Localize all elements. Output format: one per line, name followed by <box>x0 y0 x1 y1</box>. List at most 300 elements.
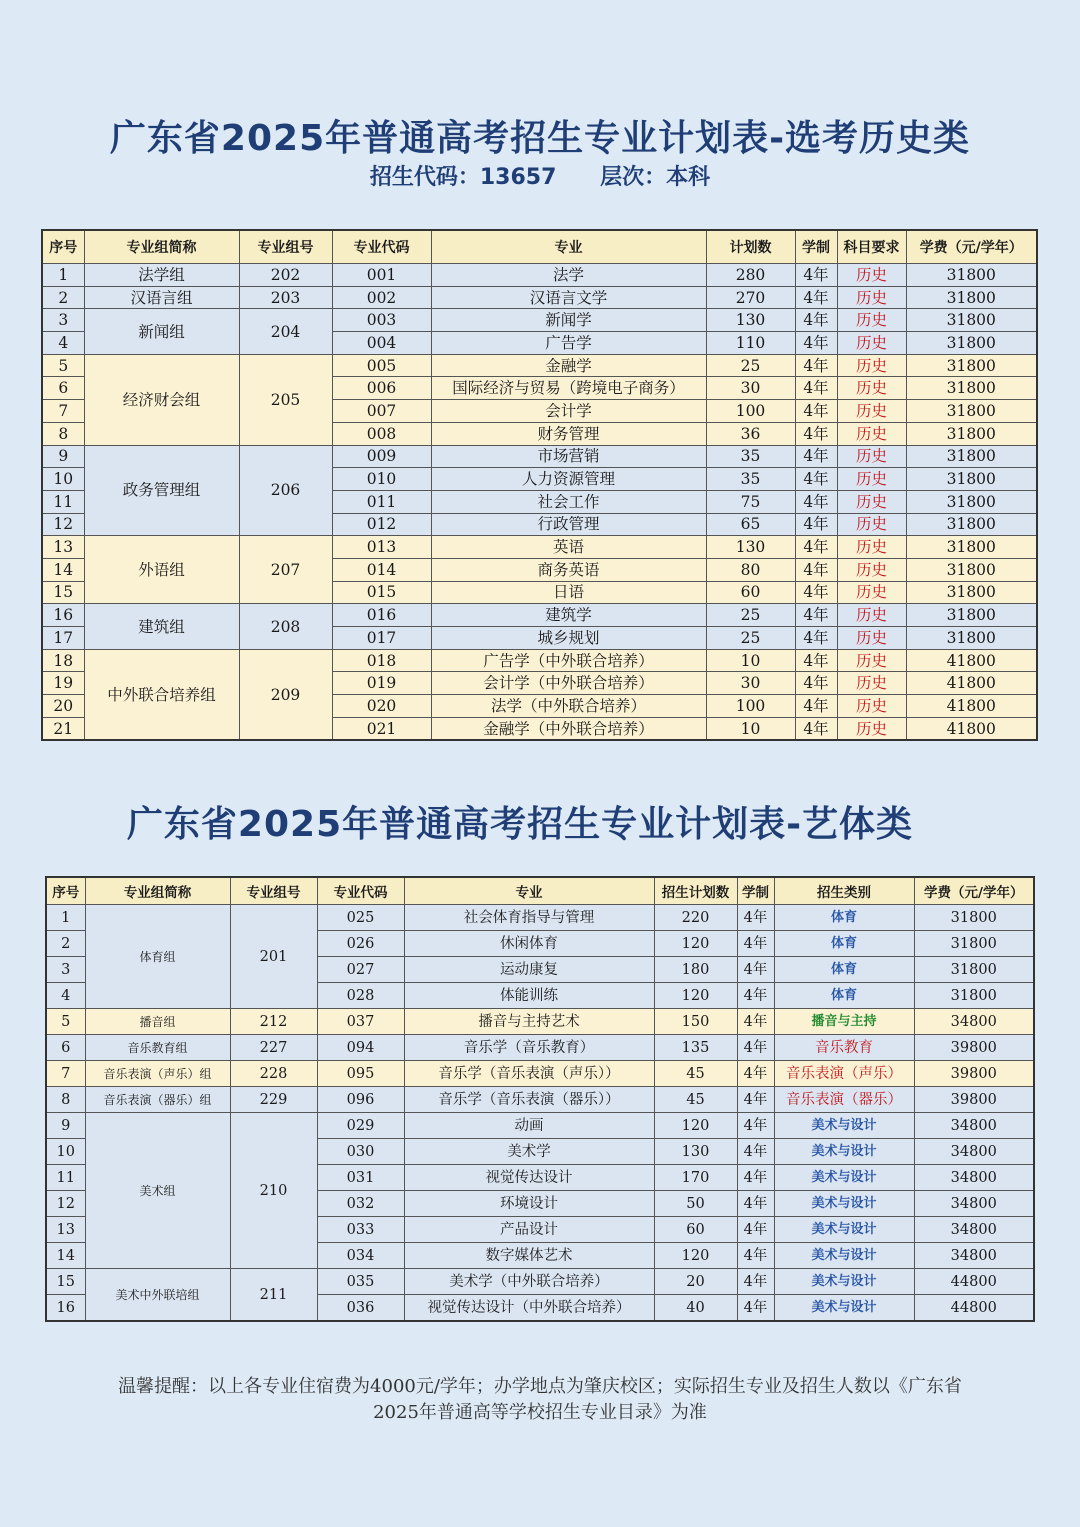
major-code-cell: 095 <box>317 1061 404 1087</box>
seq-cell: 2 <box>42 286 84 309</box>
plan-count-cell: 170 <box>654 1165 737 1191</box>
plan-count-cell: 40 <box>654 1295 737 1322</box>
major-name-cell: 日语 <box>431 581 706 604</box>
major-name-cell: 广告学 <box>431 332 706 355</box>
plan-count-cell: 135 <box>654 1035 737 1061</box>
seq-cell: 21 <box>42 717 84 740</box>
seq-cell: 13 <box>46 1217 85 1243</box>
plan-count-cell: 50 <box>654 1191 737 1217</box>
group-name-cell: 播音组 <box>85 1009 230 1035</box>
column-header: 专业代码 <box>332 230 431 264</box>
duration-cell: 4年 <box>737 1087 774 1113</box>
column-header: 序号 <box>46 877 85 905</box>
duration-cell: 4年 <box>795 468 837 491</box>
subject-requirement-cell: 历史 <box>837 377 906 400</box>
major-name-cell: 产品设计 <box>404 1217 654 1243</box>
seq-cell: 20 <box>42 695 84 718</box>
seq-cell: 11 <box>46 1165 85 1191</box>
reminder-line-1: 温馨提醒：以上各专业住宿费为4000元/学年；办学地点为肇庆校区；实际招生专业及招生人数以《广东省 <box>118 1376 962 1397</box>
major-name-cell: 汉语言文学 <box>431 286 706 309</box>
subject-requirement-cell: 历史 <box>837 717 906 740</box>
group-no-cell: 206 <box>239 445 332 536</box>
plan-count-cell: 120 <box>654 1243 737 1269</box>
group-no-cell: 208 <box>239 604 332 649</box>
column-header: 专业组号 <box>230 877 317 905</box>
subject-requirement-cell: 历史 <box>837 627 906 650</box>
page-title: 广东省2025年普通高考招生专业计划表-选考历史类 <box>109 118 971 159</box>
major-code-cell: 007 <box>332 400 431 423</box>
plan-count-cell: 270 <box>706 286 795 309</box>
column-header: 专业组号 <box>239 230 332 264</box>
duration-cell: 4年 <box>795 513 837 536</box>
major-name-cell: 社会体育指导与管理 <box>404 905 654 931</box>
seq-cell: 8 <box>46 1087 85 1113</box>
major-name-cell: 广告学（中外联合培养） <box>431 649 706 672</box>
table-row <box>42 536 1037 559</box>
plan-count-cell: 130 <box>654 1139 737 1165</box>
duration-cell: 4年 <box>795 377 837 400</box>
group-no-cell: 205 <box>239 354 332 445</box>
major-code-cell: 010 <box>332 468 431 491</box>
major-name-cell: 人力资源管理 <box>431 468 706 491</box>
major-code-cell: 001 <box>332 264 431 287</box>
tuition-cell: 41800 <box>906 717 1037 740</box>
tuition-cell: 39800 <box>914 1061 1034 1087</box>
tuition-cell: 31800 <box>906 354 1037 377</box>
subject-requirement-cell: 历史 <box>837 286 906 309</box>
duration-cell: 4年 <box>795 672 837 695</box>
group-name-cell: 经济财会组 <box>84 354 239 445</box>
seq-cell: 5 <box>46 1009 85 1035</box>
duration-cell: 4年 <box>795 649 837 672</box>
tuition-cell: 31800 <box>906 332 1037 355</box>
education-level: 层次：本科 <box>600 165 711 190</box>
major-code-cell: 033 <box>317 1217 404 1243</box>
seq-cell: 9 <box>46 1113 85 1139</box>
duration-cell: 4年 <box>737 931 774 957</box>
tuition-cell: 34800 <box>914 1243 1034 1269</box>
plan-count-cell: 30 <box>706 377 795 400</box>
major-name-cell: 视觉传达设计 <box>404 1165 654 1191</box>
group-name-cell: 体育组 <box>85 905 230 1009</box>
arts-sports-plan-table <box>45 876 1035 1322</box>
table-row <box>46 905 1034 931</box>
column-header: 招生类别 <box>774 877 914 905</box>
seq-cell: 14 <box>46 1243 85 1269</box>
duration-cell: 4年 <box>795 536 837 559</box>
duration-cell: 4年 <box>795 490 837 513</box>
admission-category-cell: 美术与设计 <box>774 1165 914 1191</box>
column-header: 学费（元/学年） <box>914 877 1034 905</box>
plan-count-cell: 25 <box>706 354 795 377</box>
major-name-cell: 美术学（中外联合培养） <box>404 1269 654 1295</box>
column-header: 学费（元/学年） <box>906 230 1037 264</box>
subject-requirement-cell: 历史 <box>837 581 906 604</box>
duration-cell: 4年 <box>737 1139 774 1165</box>
major-code-cell: 008 <box>332 422 431 445</box>
tuition-cell: 41800 <box>906 695 1037 718</box>
duration-cell: 4年 <box>737 957 774 983</box>
major-name-cell: 会计学 <box>431 400 706 423</box>
column-header: 专业组简称 <box>85 877 230 905</box>
major-name-cell: 音乐学（音乐教育） <box>404 1035 654 1061</box>
group-no-cell: 204 <box>239 309 332 354</box>
subject-requirement-cell: 历史 <box>837 672 906 695</box>
tuition-cell: 31800 <box>906 490 1037 513</box>
table-row <box>42 649 1037 672</box>
tuition-cell: 39800 <box>914 1087 1034 1113</box>
major-code-cell: 094 <box>317 1035 404 1061</box>
group-no-cell: 203 <box>239 286 332 309</box>
seq-cell: 1 <box>42 264 84 287</box>
major-code-cell: 019 <box>332 672 431 695</box>
admission-category-cell: 美术与设计 <box>774 1113 914 1139</box>
major-code-cell: 015 <box>332 581 431 604</box>
reminder-note <box>70 1374 1010 1426</box>
plan-count-cell: 10 <box>706 649 795 672</box>
tuition-cell: 31800 <box>906 422 1037 445</box>
table-row <box>42 264 1037 287</box>
duration-cell: 4年 <box>795 309 837 332</box>
table-row <box>46 1009 1034 1035</box>
seq-cell: 3 <box>42 309 84 332</box>
table-row <box>46 1269 1034 1295</box>
seq-cell: 11 <box>42 490 84 513</box>
major-code-cell: 013 <box>332 536 431 559</box>
tuition-cell: 34800 <box>914 1217 1034 1243</box>
seq-cell: 10 <box>46 1139 85 1165</box>
reminder-line-2: 2025年普通高等学校招生专业目录》为准 <box>373 1402 707 1423</box>
subject-requirement-cell: 历史 <box>837 445 906 468</box>
plan-count-cell: 30 <box>706 672 795 695</box>
tuition-cell: 31800 <box>906 604 1037 627</box>
duration-cell: 4年 <box>795 627 837 650</box>
major-name-cell: 音乐学（音乐表演（器乐）） <box>404 1087 654 1113</box>
duration-cell: 4年 <box>737 1035 774 1061</box>
admission-category-cell: 美术与设计 <box>774 1243 914 1269</box>
seq-cell: 18 <box>42 649 84 672</box>
subject-requirement-cell: 历史 <box>837 354 906 377</box>
tuition-cell: 44800 <box>914 1269 1034 1295</box>
tuition-cell: 34800 <box>914 1191 1034 1217</box>
plan-count-cell: 45 <box>654 1087 737 1113</box>
plan-count-cell: 120 <box>654 931 737 957</box>
tuition-cell: 31800 <box>906 536 1037 559</box>
major-code-cell: 021 <box>332 717 431 740</box>
major-code-cell: 028 <box>317 983 404 1009</box>
seq-cell: 5 <box>42 354 84 377</box>
duration-cell: 4年 <box>737 1295 774 1322</box>
table-row <box>42 286 1037 309</box>
column-header: 科目要求 <box>837 230 906 264</box>
major-code-cell: 036 <box>317 1295 404 1322</box>
column-header: 专业 <box>404 877 654 905</box>
subject-requirement-cell: 历史 <box>837 490 906 513</box>
seq-cell: 17 <box>42 627 84 650</box>
admission-category-cell: 美术与设计 <box>774 1217 914 1243</box>
major-code-cell: 034 <box>317 1243 404 1269</box>
major-name-cell: 财务管理 <box>431 422 706 445</box>
duration-cell: 4年 <box>795 558 837 581</box>
group-name-cell: 汉语言组 <box>84 286 239 309</box>
plan-count-cell: 25 <box>706 604 795 627</box>
table-row <box>42 445 1037 468</box>
table-row <box>42 354 1037 377</box>
group-name-cell: 中外联合培养组 <box>84 649 239 740</box>
duration-cell: 4年 <box>795 717 837 740</box>
major-name-cell: 休闲体育 <box>404 931 654 957</box>
major-name-cell: 英语 <box>431 536 706 559</box>
major-code-cell: 003 <box>332 309 431 332</box>
column-header: 学制 <box>737 877 774 905</box>
subject-requirement-cell: 历史 <box>837 400 906 423</box>
duration-cell: 4年 <box>737 1269 774 1295</box>
subject-requirement-cell: 历史 <box>837 264 906 287</box>
table-row <box>46 1087 1034 1113</box>
duration-cell: 4年 <box>737 1165 774 1191</box>
admission-category-cell: 体育 <box>774 931 914 957</box>
seq-cell: 19 <box>42 672 84 695</box>
admission-category-cell: 美术与设计 <box>774 1269 914 1295</box>
duration-cell: 4年 <box>795 422 837 445</box>
plan-count-cell: 20 <box>654 1269 737 1295</box>
major-code-cell: 009 <box>332 445 431 468</box>
column-header: 专业代码 <box>317 877 404 905</box>
group-name-cell: 音乐表演（器乐）组 <box>85 1087 230 1113</box>
major-name-cell: 音乐学（音乐表演（声乐）） <box>404 1061 654 1087</box>
admission-category-cell: 美术与设计 <box>774 1139 914 1165</box>
plan-count-cell: 130 <box>706 309 795 332</box>
table-header <box>42 230 1037 264</box>
tuition-cell: 31800 <box>914 983 1034 1009</box>
subject-requirement-cell: 历史 <box>837 604 906 627</box>
major-code-cell: 006 <box>332 377 431 400</box>
major-name-cell: 动画 <box>404 1113 654 1139</box>
seq-cell: 15 <box>42 581 84 604</box>
major-name-cell: 金融学 <box>431 354 706 377</box>
duration-cell: 4年 <box>737 1009 774 1035</box>
major-code-cell: 030 <box>317 1139 404 1165</box>
group-no-cell: 211 <box>230 1269 317 1322</box>
major-code-cell: 011 <box>332 490 431 513</box>
tuition-cell: 31800 <box>906 627 1037 650</box>
seq-cell: 12 <box>42 513 84 536</box>
tuition-cell: 31800 <box>906 558 1037 581</box>
seq-cell: 12 <box>46 1191 85 1217</box>
seq-cell: 4 <box>42 332 84 355</box>
tuition-cell: 34800 <box>914 1165 1034 1191</box>
subject-requirement-cell: 历史 <box>837 649 906 672</box>
seq-cell: 7 <box>42 400 84 423</box>
major-code-cell: 016 <box>332 604 431 627</box>
major-code-cell: 031 <box>317 1165 404 1191</box>
table-header <box>46 877 1034 905</box>
major-name-cell: 商务英语 <box>431 558 706 581</box>
plan-count-cell: 45 <box>654 1061 737 1087</box>
subject-requirement-cell: 历史 <box>837 309 906 332</box>
plan-count-cell: 220 <box>654 905 737 931</box>
seq-cell: 2 <box>46 931 85 957</box>
plan-count-cell: 120 <box>654 1113 737 1139</box>
duration-cell: 4年 <box>795 604 837 627</box>
seq-cell: 9 <box>42 445 84 468</box>
group-name-cell: 新闻组 <box>84 309 239 354</box>
plan-count-cell: 100 <box>706 400 795 423</box>
seq-cell: 7 <box>46 1061 85 1087</box>
seq-cell: 14 <box>42 558 84 581</box>
major-code-cell: 026 <box>317 931 404 957</box>
major-name-cell: 美术学 <box>404 1139 654 1165</box>
plan-count-cell: 35 <box>706 445 795 468</box>
group-name-cell: 音乐教育组 <box>85 1035 230 1061</box>
table-row <box>46 1113 1034 1139</box>
major-code-cell: 002 <box>332 286 431 309</box>
major-code-cell: 017 <box>332 627 431 650</box>
seq-cell: 13 <box>42 536 84 559</box>
group-no-cell: 228 <box>230 1061 317 1087</box>
tuition-cell: 31800 <box>906 445 1037 468</box>
major-code-cell: 032 <box>317 1191 404 1217</box>
group-no-cell: 227 <box>230 1035 317 1061</box>
group-no-cell: 201 <box>230 905 317 1009</box>
tuition-cell: 31800 <box>906 309 1037 332</box>
table-row <box>46 1061 1034 1087</box>
tuition-cell: 31800 <box>906 581 1037 604</box>
plan-count-cell: 100 <box>706 695 795 718</box>
major-name-cell: 数字媒体艺术 <box>404 1243 654 1269</box>
seq-cell: 4 <box>46 983 85 1009</box>
duration-cell: 4年 <box>795 400 837 423</box>
plan-count-cell: 36 <box>706 422 795 445</box>
major-code-cell: 035 <box>317 1269 404 1295</box>
major-name-cell: 金融学（中外联合培养） <box>431 717 706 740</box>
major-name-cell: 法学（中外联合培养） <box>431 695 706 718</box>
duration-cell: 4年 <box>795 354 837 377</box>
tuition-cell: 31800 <box>906 264 1037 287</box>
major-name-cell: 建筑学 <box>431 604 706 627</box>
seq-cell: 16 <box>42 604 84 627</box>
group-no-cell: 207 <box>239 536 332 604</box>
major-name-cell: 运动康复 <box>404 957 654 983</box>
subject-requirement-cell: 历史 <box>837 513 906 536</box>
tuition-cell: 34800 <box>914 1113 1034 1139</box>
group-name-cell: 建筑组 <box>84 604 239 649</box>
major-code-cell: 018 <box>332 649 431 672</box>
duration-cell: 4年 <box>737 1243 774 1269</box>
duration-cell: 4年 <box>737 1191 774 1217</box>
admission-category-cell: 音乐表演（声乐） <box>774 1061 914 1087</box>
admission-category-cell: 美术与设计 <box>774 1295 914 1322</box>
column-header: 学制 <box>795 230 837 264</box>
tuition-cell: 31800 <box>906 400 1037 423</box>
major-code-cell: 027 <box>317 957 404 983</box>
group-name-cell: 美术组 <box>85 1113 230 1269</box>
major-code-cell: 025 <box>317 905 404 931</box>
tuition-cell: 31800 <box>906 286 1037 309</box>
plan-count-cell: 60 <box>654 1217 737 1243</box>
admission-category-cell: 体育 <box>774 983 914 1009</box>
tuition-cell: 34800 <box>914 1139 1034 1165</box>
duration-cell: 4年 <box>737 905 774 931</box>
major-code-cell: 005 <box>332 354 431 377</box>
group-name-cell: 美术中外联培组 <box>85 1269 230 1322</box>
duration-cell: 4年 <box>795 286 837 309</box>
tuition-cell: 31800 <box>914 905 1034 931</box>
section-title-arts-sports: 广东省2025年普通高考招生专业计划表-艺体类 <box>126 804 914 845</box>
major-code-cell: 020 <box>332 695 431 718</box>
duration-cell: 4年 <box>795 332 837 355</box>
admission-category-cell: 音乐表演（器乐） <box>774 1087 914 1113</box>
table-row <box>42 309 1037 332</box>
plan-count-cell: 80 <box>706 558 795 581</box>
duration-cell: 4年 <box>795 264 837 287</box>
plan-count-cell: 110 <box>706 332 795 355</box>
admission-code: 招生代码：13657 <box>369 165 557 190</box>
column-header: 序号 <box>42 230 84 264</box>
tuition-cell: 31800 <box>906 468 1037 491</box>
plan-count-cell: 280 <box>706 264 795 287</box>
major-name-cell: 市场营销 <box>431 445 706 468</box>
plan-count-cell: 10 <box>706 717 795 740</box>
plan-count-cell: 180 <box>654 957 737 983</box>
group-name-cell: 政务管理组 <box>84 445 239 536</box>
group-name-cell: 法学组 <box>84 264 239 287</box>
seq-cell: 3 <box>46 957 85 983</box>
column-header: 专业 <box>431 230 706 264</box>
plan-count-cell: 150 <box>654 1009 737 1035</box>
tuition-cell: 41800 <box>906 649 1037 672</box>
seq-cell: 1 <box>46 905 85 931</box>
subject-requirement-cell: 历史 <box>837 695 906 718</box>
admission-category-cell: 播音与主持 <box>774 1009 914 1035</box>
major-name-cell: 国际经济与贸易（跨境电子商务） <box>431 377 706 400</box>
tuition-cell: 31800 <box>906 513 1037 536</box>
major-name-cell: 新闻学 <box>431 309 706 332</box>
admission-category-cell: 音乐教育 <box>774 1035 914 1061</box>
seq-cell: 10 <box>42 468 84 491</box>
table-row <box>42 604 1037 627</box>
subject-requirement-cell: 历史 <box>837 468 906 491</box>
column-header: 计划数 <box>706 230 795 264</box>
column-header: 专业组简称 <box>84 230 239 264</box>
plan-count-cell: 75 <box>706 490 795 513</box>
group-name-cell: 音乐表演（声乐）组 <box>85 1061 230 1087</box>
tuition-cell: 31800 <box>914 931 1034 957</box>
major-name-cell: 会计学（中外联合培养） <box>431 672 706 695</box>
major-name-cell: 体能训练 <box>404 983 654 1009</box>
plan-count-cell: 60 <box>706 581 795 604</box>
major-name-cell: 社会工作 <box>431 490 706 513</box>
admission-category-cell: 美术与设计 <box>774 1191 914 1217</box>
group-no-cell: 229 <box>230 1087 317 1113</box>
duration-cell: 4年 <box>737 1061 774 1087</box>
group-no-cell: 210 <box>230 1113 317 1269</box>
column-header: 招生计划数 <box>654 877 737 905</box>
group-name-cell: 外语组 <box>84 536 239 604</box>
duration-cell: 4年 <box>795 695 837 718</box>
major-code-cell: 037 <box>317 1009 404 1035</box>
plan-count-cell: 35 <box>706 468 795 491</box>
subject-requirement-cell: 历史 <box>837 536 906 559</box>
duration-cell: 4年 <box>737 983 774 1009</box>
table-row <box>46 1035 1034 1061</box>
seq-cell: 6 <box>46 1035 85 1061</box>
admission-category-cell: 体育 <box>774 905 914 931</box>
subject-requirement-cell: 历史 <box>837 332 906 355</box>
major-name-cell: 环境设计 <box>404 1191 654 1217</box>
history-plan-table <box>41 229 1038 741</box>
seq-cell: 8 <box>42 422 84 445</box>
